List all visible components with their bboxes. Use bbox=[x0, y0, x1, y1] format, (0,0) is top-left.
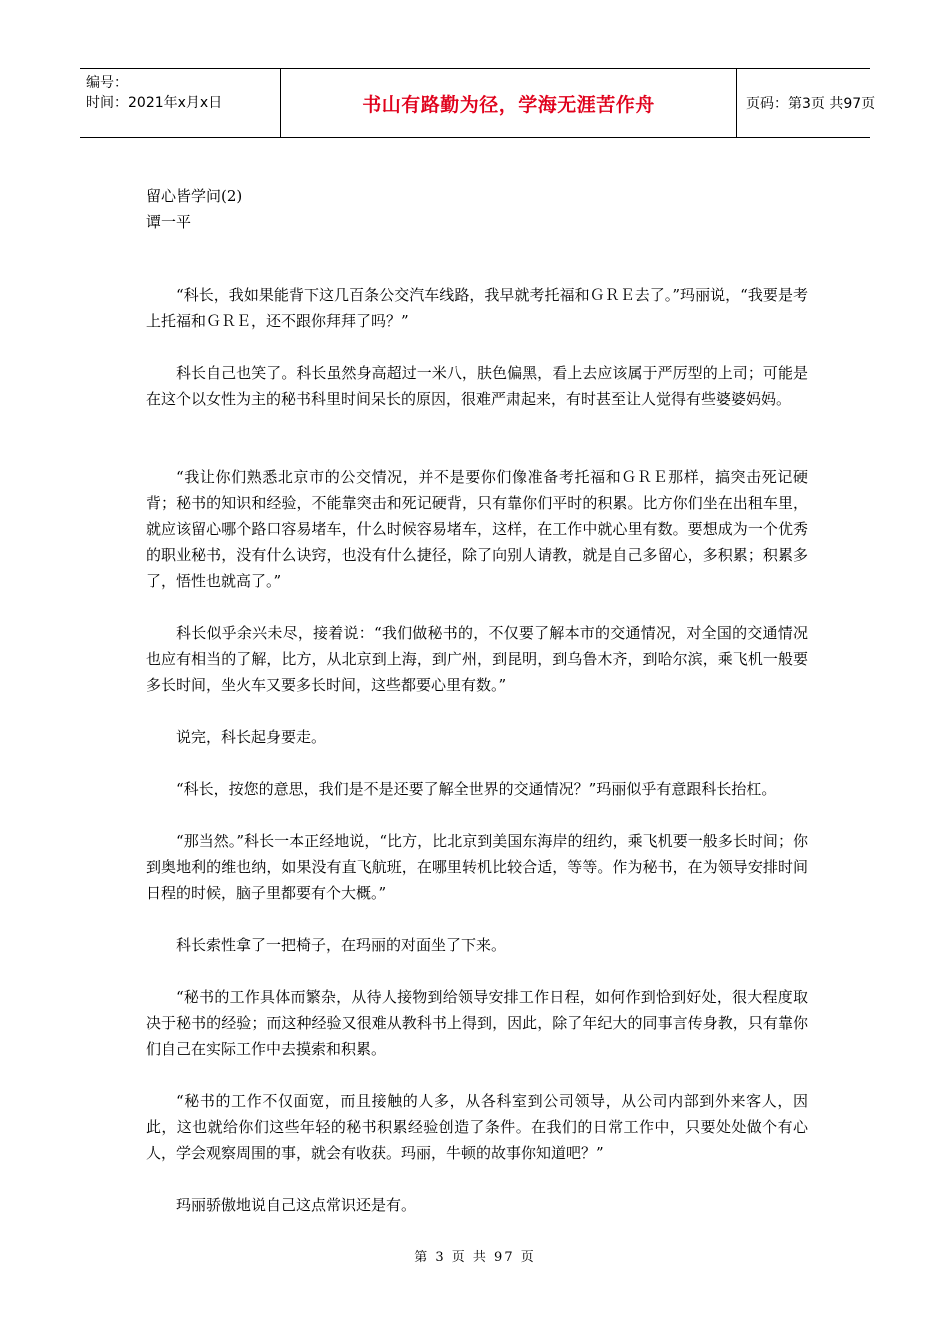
document-author: 谭一平 bbox=[146, 213, 192, 231]
paragraph: “那当然。”科长一本正经地说，“比方，比北京到美国东海岸的纽约，乘飞机要一般多长时间；你到奥地利的维也纳，如果没有直飞航班，在哪里转机比较合适，等等。作为秘书，在为领导安排时间日程的时候，脑子里都要有个大概。” bbox=[146, 832, 808, 902]
document-title: 留心皆学问(2) bbox=[146, 187, 243, 205]
document-number-label: 编号： bbox=[86, 75, 128, 91]
paragraph: 科长似乎余兴未尽，接着说：“我们做秘书的，不仅要了解本市的交通情况，对全国的交通情况也应有相当的了解，比方，从北京到上海，到广州，到昆明，到乌鲁木齐，到哈尔滨，乘飞机一般要多长时间，坐火车又要多长时间，这些都要心里有数。” bbox=[146, 624, 808, 694]
paragraph: 玛丽骄傲地说自己这点常识还是有。 bbox=[176, 1196, 417, 1214]
page-footer: 第 3 页 共 97 页 bbox=[414, 1250, 536, 1265]
document-body bbox=[146, 282, 808, 1218]
header-page-info-cell bbox=[736, 69, 880, 137]
header-motto: 书山有路勤为径，学海无涯苦作舟 bbox=[362, 93, 655, 116]
paragraph: “我让你们熟悉北京市的公交情况，并不是要你们像准备考托福和ＧＲＥ那样，搞突击死记硬背；秘书的知识和经验，不能靠突击和死记硬背，只有靠你们平时的积累。比方你们坐在出租车里，就应该留心哪个路口容易堵车，什么时候容易堵车，这样，在工作中就心里有数。要想成为一个优秀的职业秘书，没有什么诀窍，也没有什么捷径，除了向别人请教，就是自己多留心，多积累；积累多了，悟性也就高了。” bbox=[146, 468, 808, 590]
document-date: 时间：2021年x月x日 bbox=[86, 95, 223, 111]
paragraph: “秘书的工作具体而繁杂，从待人接物到给领导安排工作日程，如何作到恰到好处，很大程度取决于秘书的经验；而这种经验又很难从教科书上得到，因此，除了年纪大的同事言传身教，只有靠你们自己在实际工作中去摸索和积累。 bbox=[146, 988, 808, 1058]
header-motto-cell bbox=[280, 69, 737, 137]
paragraph: 科长自己也笑了。科长虽然身高超过一米八，肤色偏黑，看上去应该属于严厉型的上司；可能是在这个以女性为主的秘书科里时间呆长的原因，很难严肃起来，有时甚至让人觉得有些婆婆妈妈。 bbox=[146, 364, 808, 408]
document-heading bbox=[146, 183, 242, 235]
paragraph: “科长，按您的意思，我们是不是还要了解全世界的交通情况？”玛丽似乎有意跟科长抬杠。 bbox=[176, 780, 777, 798]
header-meta bbox=[80, 69, 280, 141]
paragraph: 说完，科长起身要走。 bbox=[176, 728, 327, 746]
paragraph: “秘书的工作不仅面宽，而且接触的人多，从各科室到公司领导，从公司内部到外来客人，因此，这也就给你们这些年轻的秘书积累经验创造了条件。在我们的日常工作中，只要处处做个有心人，学会观察周围的事，就会有收获。玛丽，牛顿的故事你知道吧？” bbox=[146, 1092, 808, 1162]
paragraph: “科长，我如果能背下这几百条公交汽车线路，我早就考托福和ＧＲＥ去了。”玛丽说，“我要是考上托福和ＧＲＥ，还不跟你拜拜了吗？” bbox=[146, 286, 808, 330]
paragraph: 科长索性拿了一把椅子，在玛丽的对面坐了下来。 bbox=[176, 936, 507, 954]
page-header bbox=[80, 68, 876, 138]
header-page-info: 页码：第3页 共97页 bbox=[746, 96, 876, 112]
